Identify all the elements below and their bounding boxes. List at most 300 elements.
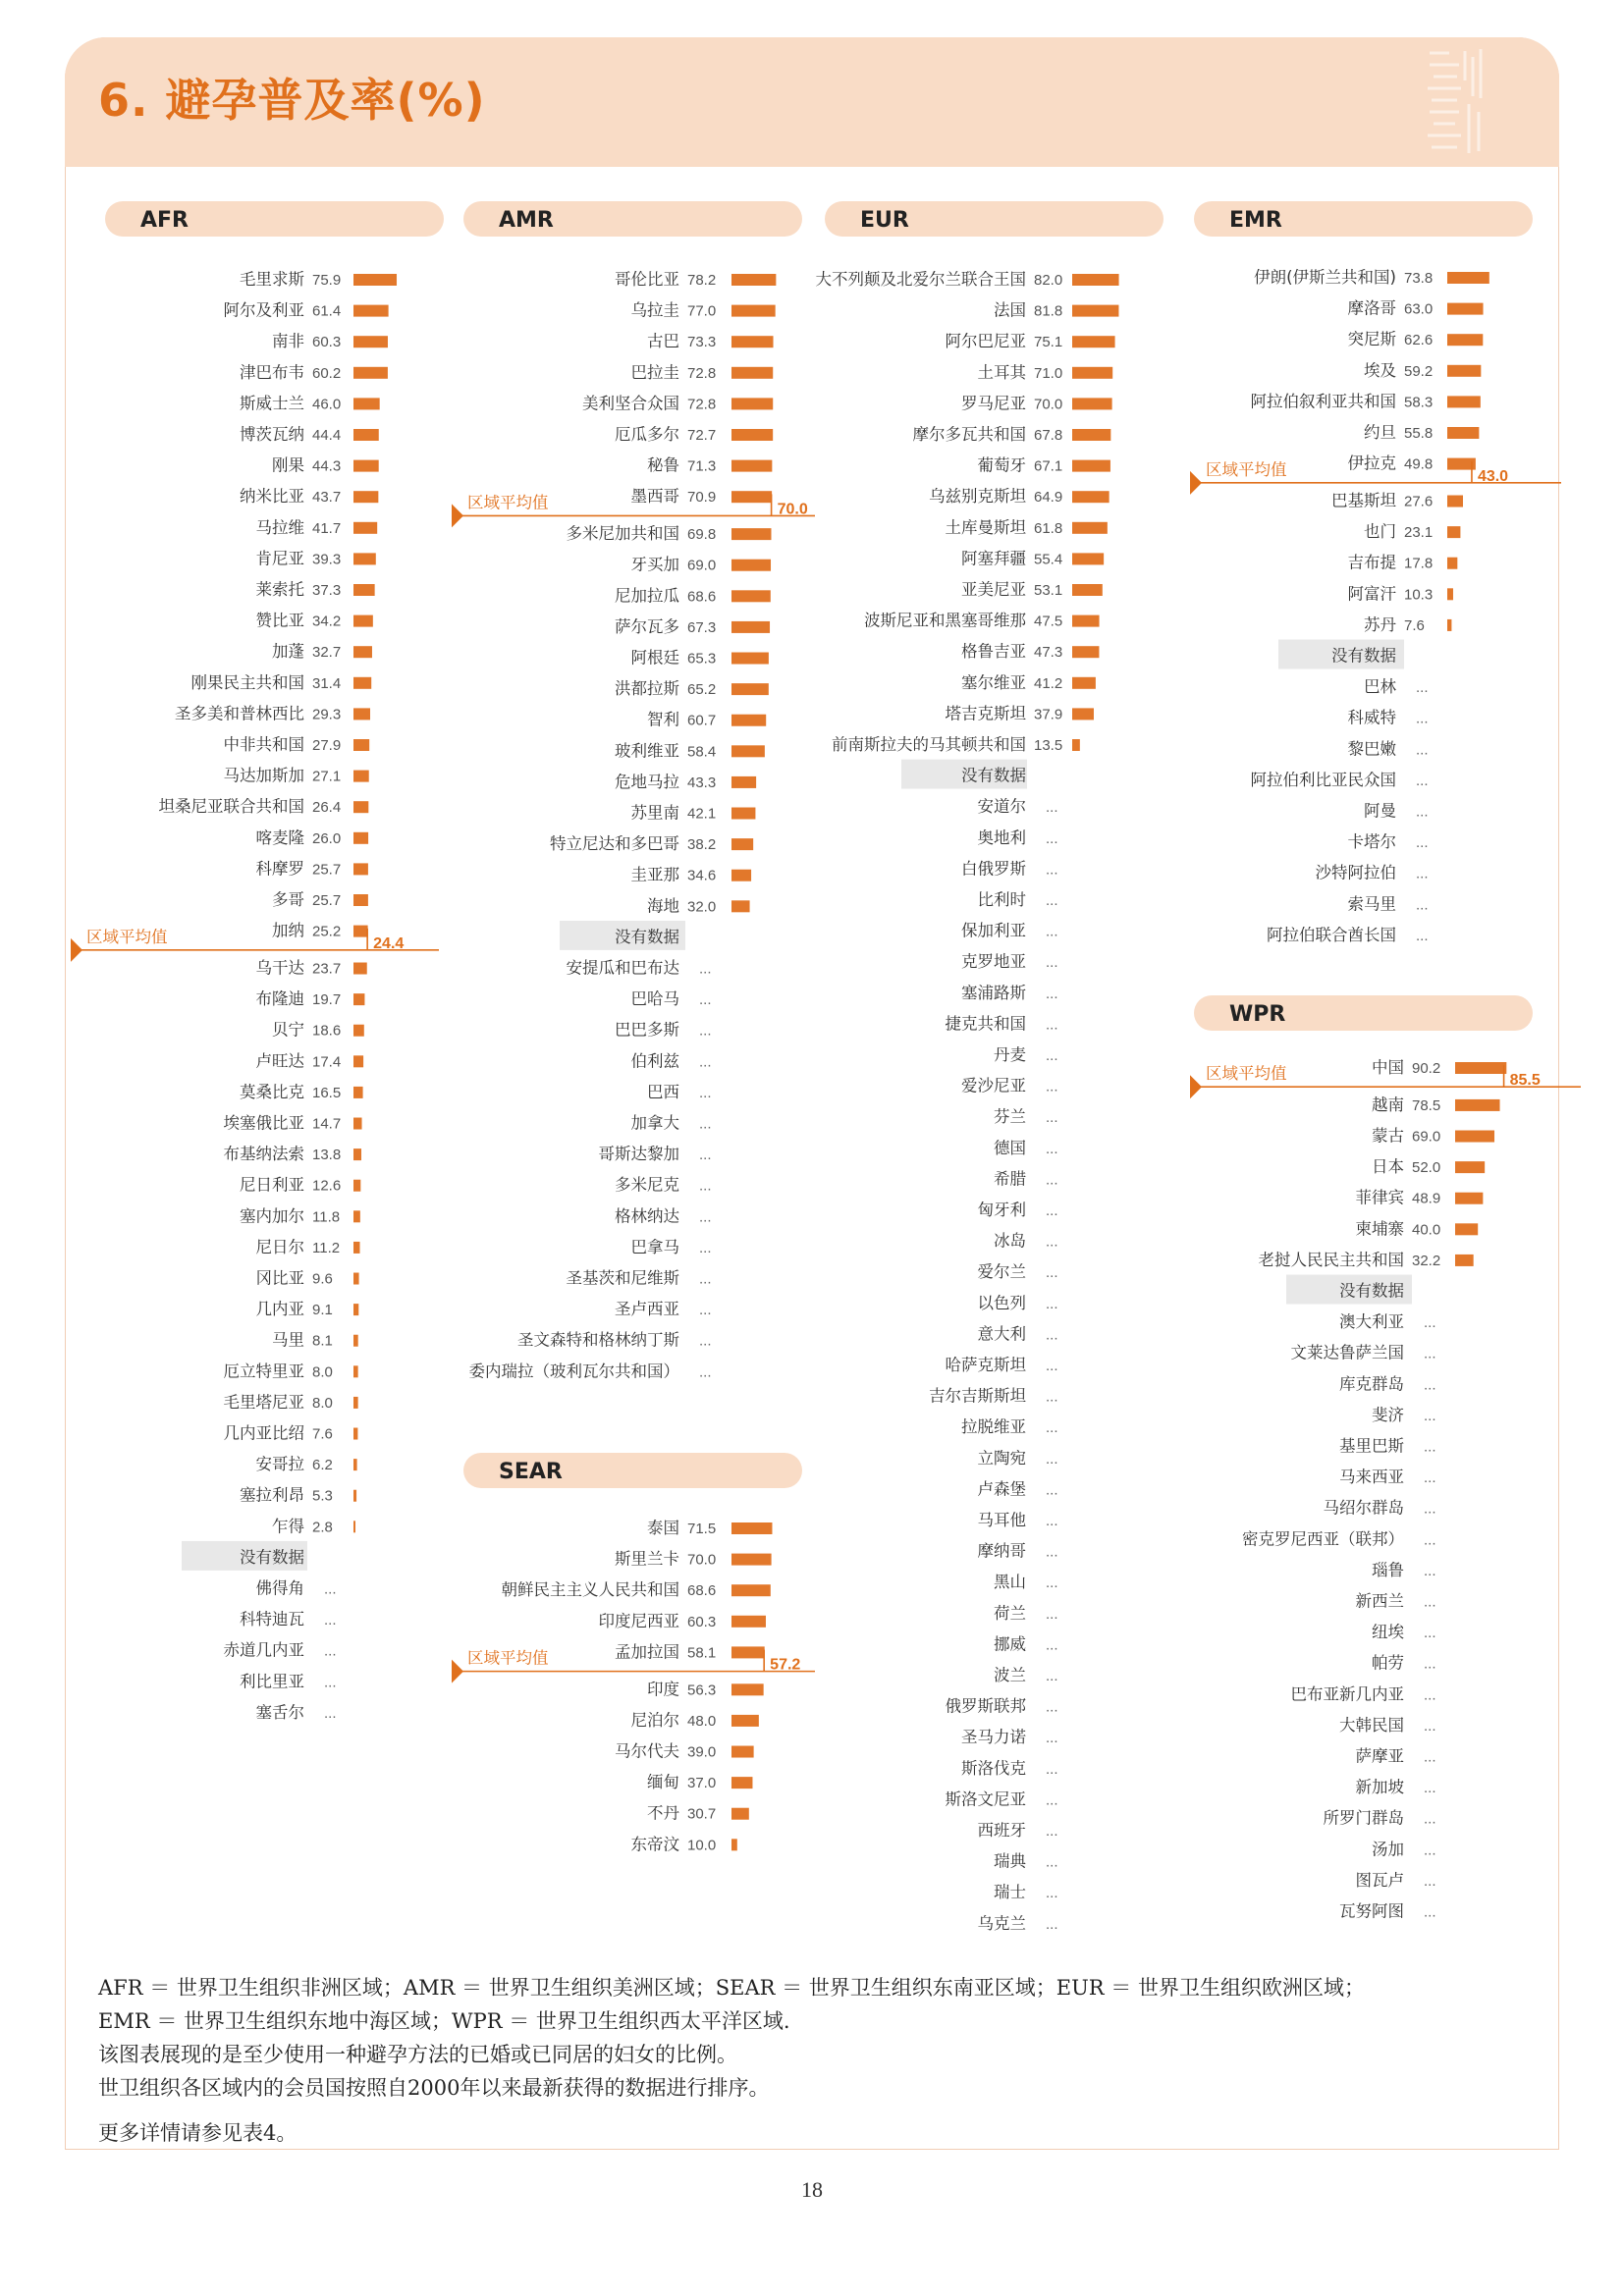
country-label: 图瓦卢 — [1355, 1870, 1404, 1890]
data-label: 60.3 — [312, 334, 342, 351]
bar — [731, 274, 776, 286]
bar — [353, 1335, 358, 1347]
no-data-value: ... — [1046, 954, 1058, 972]
country-label: 古巴 — [647, 332, 679, 351]
footnotes — [98, 1971, 1532, 2150]
bar — [1455, 1255, 1474, 1266]
data-label: 72.7 — [687, 427, 717, 444]
country-label: 塞拉利昂 — [240, 1485, 304, 1505]
country-label: 苏丹 — [1364, 614, 1396, 634]
no-data-value: ... — [1046, 1295, 1058, 1312]
data-label: 5.3 — [312, 1487, 333, 1505]
country-label: 黎巴嫩 — [1347, 739, 1396, 759]
country-label: 阿塞拜疆 — [961, 549, 1026, 568]
country-label: 菲律宾 — [1355, 1188, 1404, 1207]
data-label: 27.6 — [1404, 493, 1434, 510]
bar — [353, 963, 367, 975]
data-label: 63.0 — [1404, 300, 1434, 318]
no-data-value: ... — [1424, 1562, 1436, 1579]
country-label: 厄瓜多尔 — [615, 425, 679, 444]
bar — [731, 808, 755, 820]
country-label: 马绍尔群岛 — [1323, 1498, 1404, 1518]
country-label: 安道尔 — [977, 797, 1026, 817]
data-label: 67.8 — [1034, 427, 1063, 444]
country-label: 大韩民国 — [1339, 1715, 1404, 1735]
country-label: 尼泊尔 — [630, 1710, 679, 1730]
no-data-value: ... — [699, 1177, 712, 1195]
bar — [353, 429, 379, 441]
country-label: 克罗地亚 — [961, 952, 1026, 972]
country-label: 科摩罗 — [255, 859, 304, 879]
data-label: 14.7 — [312, 1115, 342, 1133]
country-label: 巴巴多斯 — [615, 1020, 679, 1040]
country-label: 捷克共和国 — [945, 1014, 1026, 1034]
bar — [1072, 305, 1118, 317]
data-label: 61.4 — [312, 302, 342, 320]
bar — [731, 429, 773, 441]
country-label: 瑞士 — [994, 1883, 1026, 1902]
data-label: 75.1 — [1034, 334, 1063, 351]
no-data-value: ... — [1046, 1078, 1058, 1095]
bar — [353, 367, 388, 379]
footnote-line: 世卫组织各区域内的会员国按照自2000年以来最新获得的数据进行排序。 — [98, 2076, 770, 2100]
country-label: 阿尔及利亚 — [223, 300, 304, 320]
bar — [1072, 367, 1112, 379]
bar — [731, 305, 776, 317]
page-number: 18 — [801, 2177, 823, 2202]
data-label: 34.2 — [312, 613, 342, 630]
no-data-value: ... — [1424, 1376, 1436, 1394]
bar — [1455, 1193, 1483, 1204]
page-title: 6. 避孕普及率(%) — [98, 74, 486, 127]
bar — [353, 1148, 361, 1160]
no-data-value: ... — [1046, 1791, 1058, 1809]
data-label: 27.1 — [312, 768, 342, 785]
bar — [353, 1459, 357, 1470]
no-data-value: ... — [1424, 1655, 1436, 1673]
no-data-value: ... — [1424, 1872, 1436, 1890]
data-label: 62.6 — [1404, 332, 1434, 349]
bar — [1072, 398, 1112, 409]
country-label: 加蓬 — [272, 642, 304, 662]
bar — [731, 528, 771, 540]
no-data-value: ... — [1046, 799, 1058, 817]
country-label: 多米尼克 — [615, 1175, 679, 1195]
bar — [731, 653, 769, 665]
country-label: 塞舌尔 — [255, 1702, 304, 1722]
country-label: 阿拉伯利比亚民众国 — [1250, 770, 1396, 789]
no-data-value: ... — [1046, 1760, 1058, 1778]
country-label: 不丹 — [647, 1803, 679, 1823]
country-label: 密克罗尼西亚（联邦） — [1242, 1529, 1404, 1549]
average-value: 85.5 — [1509, 1072, 1541, 1090]
data-label: 18.6 — [312, 1022, 342, 1040]
no-data-value: ... — [699, 1302, 712, 1319]
average-label: 区域平均值 — [467, 493, 549, 512]
no-data-label: 没有数据 — [961, 766, 1026, 785]
bar — [731, 560, 771, 571]
bar — [353, 832, 368, 844]
bar — [1455, 1099, 1500, 1111]
country-label: 也门 — [1364, 522, 1396, 542]
data-label: 77.0 — [687, 302, 717, 320]
no-data-label: 没有数据 — [1331, 646, 1396, 666]
data-label: 70.0 — [687, 1551, 717, 1569]
country-label: 瓦努阿图 — [1339, 1901, 1404, 1921]
country-label: 白俄罗斯 — [961, 859, 1026, 879]
country-label: 格鲁吉亚 — [961, 642, 1026, 662]
bar — [353, 771, 369, 782]
data-label: 7.6 — [1404, 616, 1425, 634]
no-data-label: 没有数据 — [615, 927, 679, 946]
no-data-value: ... — [1424, 1500, 1436, 1518]
country-label: 乌拉圭 — [630, 300, 679, 320]
country-label: 德国 — [994, 1138, 1026, 1157]
bar — [1447, 334, 1483, 346]
country-label: 前南斯拉夫的马其顿共和国 — [832, 735, 1026, 754]
country-label: 斐济 — [1372, 1405, 1404, 1424]
data-label: 31.4 — [312, 674, 342, 692]
no-data-value: ... — [699, 1270, 712, 1288]
average-value: 70.0 — [777, 501, 808, 518]
data-label: 17.8 — [1404, 555, 1434, 572]
no-data-value: ... — [699, 1363, 712, 1381]
data-label: 7.6 — [312, 1425, 333, 1443]
country-label: 加拿大 — [630, 1113, 679, 1133]
country-label: 毛里求斯 — [240, 270, 304, 289]
data-label: 32.7 — [312, 644, 342, 662]
country-label: 尼日尔 — [255, 1237, 304, 1256]
bar — [731, 1683, 764, 1695]
bar — [353, 1025, 364, 1037]
country-label: 波兰 — [994, 1666, 1026, 1684]
data-label: 16.5 — [312, 1084, 342, 1101]
no-data-value: ... — [324, 1642, 337, 1660]
no-data-value: ... — [699, 1147, 712, 1164]
country-label: 巴哈马 — [630, 989, 679, 1009]
country-label: 吉布提 — [1347, 553, 1396, 572]
bar — [731, 1616, 766, 1628]
no-data-value: ... — [1416, 896, 1429, 914]
no-data-value: ... — [1416, 679, 1429, 697]
no-data-value: ... — [1424, 1345, 1436, 1362]
bar — [731, 367, 773, 379]
bar — [1447, 526, 1460, 538]
no-data-value: ... — [699, 991, 712, 1009]
country-label: 俄罗斯联邦 — [945, 1696, 1026, 1716]
no-data-value: ... — [699, 1332, 712, 1350]
country-label: 斯威士兰 — [240, 394, 304, 413]
country-label: 乍得 — [272, 1517, 304, 1536]
no-data-value: ... — [1416, 772, 1429, 789]
country-label: 尼日利亚 — [240, 1175, 304, 1195]
country-label: 土库曼斯坦 — [945, 517, 1026, 537]
country-label: 大不列颠及北爱尔兰联合王国 — [815, 270, 1026, 289]
bar — [353, 677, 371, 689]
no-data-value: ... — [324, 1580, 337, 1598]
bar — [353, 522, 377, 534]
country-label: 尼加拉瓜 — [615, 586, 679, 606]
country-label: 美利坚合众国 — [582, 394, 679, 413]
bar — [1455, 1223, 1478, 1235]
country-label: 蒙古 — [1372, 1126, 1404, 1146]
country-label: 文莱达鲁萨兰国 — [1290, 1343, 1404, 1362]
no-data-value: ... — [1046, 1109, 1058, 1127]
bar — [1072, 336, 1115, 347]
country-label: 葡萄牙 — [977, 455, 1026, 475]
country-label: 澳大利亚 — [1339, 1312, 1404, 1332]
country-label: 所罗门群岛 — [1323, 1808, 1404, 1828]
data-label: 44.4 — [312, 427, 342, 444]
country-label: 孟加拉国 — [615, 1642, 679, 1662]
average-label: 区域平均值 — [1206, 1064, 1287, 1084]
bar — [353, 1210, 360, 1222]
data-label: 47.3 — [1034, 644, 1063, 662]
no-data-value: ... — [324, 1674, 337, 1691]
country-label: 瑞典 — [994, 1851, 1026, 1871]
no-data-value: ... — [324, 1612, 337, 1629]
no-data-value: ... — [1416, 710, 1429, 727]
country-label: 肯尼亚 — [255, 549, 304, 568]
region-title: EMR — [1229, 208, 1282, 233]
data-label: 11.8 — [312, 1208, 341, 1226]
country-label: 阿拉伯叙利亚共和国 — [1250, 392, 1396, 411]
country-label: 南非 — [272, 332, 304, 351]
data-label: 71.0 — [1034, 364, 1063, 382]
country-label: 卢旺达 — [255, 1051, 304, 1071]
country-label: 芬兰 — [994, 1107, 1026, 1127]
country-label: 哥伦比亚 — [615, 270, 679, 289]
bar — [1072, 274, 1119, 286]
country-label: 老挝人民民主共和国 — [1258, 1250, 1404, 1269]
bar — [1447, 427, 1479, 439]
data-label: 39.0 — [687, 1743, 717, 1761]
data-label: 10.0 — [687, 1837, 717, 1854]
bar — [1072, 429, 1110, 441]
footnote-line: EMR ＝ 世界卫生组织东地中海区域；WPR ＝ 世界卫生组织西太平洋区域. — [98, 2009, 790, 2033]
no-data-value: ... — [1046, 1419, 1058, 1437]
data-label: 82.0 — [1034, 272, 1063, 289]
data-label: 43.3 — [687, 774, 717, 791]
data-label: 8.0 — [312, 1394, 333, 1412]
data-label: 78.5 — [1412, 1096, 1441, 1114]
country-label: 挪威 — [994, 1634, 1026, 1654]
bar — [1447, 588, 1453, 600]
data-label: 8.1 — [312, 1332, 333, 1350]
no-data-value: ... — [1046, 1698, 1058, 1716]
country-label: 拉脱维亚 — [961, 1417, 1026, 1437]
bar — [353, 460, 379, 472]
bar — [353, 1304, 358, 1315]
bar — [1072, 460, 1110, 472]
no-data-value: ... — [1046, 1388, 1058, 1406]
bar — [1447, 396, 1481, 407]
data-label: 58.4 — [687, 743, 717, 761]
country-label: 汤加 — [1372, 1840, 1404, 1859]
country-label: 哈萨克斯坦 — [945, 1356, 1026, 1374]
data-label: 65.3 — [687, 650, 717, 667]
country-label: 伯利兹 — [630, 1051, 679, 1071]
no-data-value: ... — [1416, 803, 1429, 821]
no-data-value: ... — [1046, 1202, 1058, 1219]
no-data-value: ... — [1046, 1450, 1058, 1468]
no-data-value: ... — [699, 1084, 712, 1101]
data-label: 44.3 — [312, 457, 342, 475]
bar — [1447, 365, 1481, 377]
data-label: 52.0 — [1412, 1159, 1441, 1177]
data-label: 37.0 — [687, 1775, 717, 1792]
country-label: 乌兹别克斯坦 — [929, 487, 1026, 507]
data-label: 55.8 — [1404, 425, 1434, 442]
data-label: 47.5 — [1034, 613, 1063, 630]
bar — [731, 1522, 772, 1534]
country-label: 喀麦隆 — [255, 828, 304, 847]
country-label: 斯里兰卡 — [615, 1549, 679, 1569]
no-data-value: ... — [1416, 865, 1429, 882]
average-label: 区域平均值 — [467, 1648, 549, 1668]
data-label: 73.3 — [687, 334, 717, 351]
bar — [353, 1118, 362, 1130]
country-label: 马来西亚 — [1339, 1468, 1404, 1487]
no-data-value: ... — [1046, 1171, 1058, 1189]
bar — [731, 1839, 737, 1850]
country-label: 希腊 — [994, 1169, 1026, 1189]
data-label: 70.0 — [1034, 396, 1063, 413]
no-data-value: ... — [1424, 1314, 1436, 1332]
data-label: 69.0 — [687, 557, 717, 574]
country-label: 斯洛伐克 — [961, 1758, 1026, 1778]
country-label: 布基纳法索 — [223, 1145, 304, 1164]
country-label: 朝鲜民主主义人民共和国 — [501, 1580, 679, 1600]
average-value: 57.2 — [770, 1656, 801, 1674]
country-label: 泰国 — [647, 1519, 679, 1537]
bar — [353, 708, 370, 720]
country-label: 缅甸 — [647, 1773, 679, 1792]
no-data-value: ... — [1046, 1016, 1058, 1034]
no-data-value: ... — [1424, 1810, 1436, 1828]
bar — [353, 1365, 358, 1377]
data-label: 32.0 — [687, 898, 717, 916]
country-label: 突尼斯 — [1347, 330, 1396, 349]
country-label: 安哥拉 — [255, 1455, 304, 1474]
data-label: 65.2 — [687, 681, 717, 699]
country-label: 特立尼达和多巴哥 — [550, 834, 679, 854]
country-label: 阿富汗 — [1347, 584, 1396, 604]
country-label: 塞内加尔 — [240, 1206, 304, 1226]
bar — [353, 739, 369, 751]
country-label: 巴布亚新几内亚 — [1290, 1684, 1404, 1704]
country-label: 巴西 — [647, 1082, 679, 1101]
data-label: 23.7 — [312, 960, 342, 978]
region-title: SEAR — [499, 1460, 563, 1484]
data-label: 40.0 — [1412, 1221, 1441, 1239]
data-label: 49.8 — [1404, 455, 1434, 473]
country-label: 几内亚比绍 — [223, 1423, 304, 1443]
country-label: 中非共和国 — [223, 735, 304, 754]
data-label: 25.7 — [312, 892, 342, 909]
no-data-value: ... — [324, 1704, 337, 1722]
bar — [1072, 615, 1100, 627]
country-label: 佛得角 — [255, 1578, 304, 1598]
bar — [353, 336, 388, 347]
average-arrow-icon — [452, 1660, 463, 1683]
no-data-value: ... — [1046, 1636, 1058, 1654]
country-label: 圣多美和普林西比 — [175, 704, 304, 723]
country-label: 巴基斯坦 — [1331, 491, 1396, 510]
bar — [731, 776, 756, 788]
no-data-value: ... — [1046, 1605, 1058, 1623]
country-label: 埃及 — [1364, 360, 1396, 380]
bar — [1455, 1131, 1494, 1143]
country-label: 爱沙尼亚 — [961, 1076, 1026, 1095]
no-data-value: ... — [1046, 1140, 1058, 1157]
bar — [1447, 619, 1451, 631]
country-label: 厄立特里亚 — [223, 1362, 304, 1381]
country-label: 玻利维亚 — [615, 741, 679, 761]
country-label: 瑙鲁 — [1372, 1560, 1404, 1579]
bar — [731, 838, 753, 850]
bar — [353, 398, 380, 409]
data-label: 41.7 — [312, 519, 342, 537]
data-label: 37.3 — [312, 582, 342, 599]
data-label: 67.3 — [687, 618, 717, 636]
no-data-value: ... — [1046, 1264, 1058, 1282]
data-label: 29.3 — [312, 706, 342, 723]
bar — [731, 1777, 752, 1789]
no-data-value: ... — [1046, 1481, 1058, 1499]
region-title: AMR — [499, 208, 554, 233]
data-label: 67.1 — [1034, 457, 1063, 475]
average-value: 43.0 — [1477, 467, 1509, 485]
country-label: 洪都拉斯 — [615, 679, 679, 699]
country-label: 加纳 — [272, 921, 304, 940]
country-label: 塞浦路斯 — [961, 983, 1026, 1002]
bar — [1072, 739, 1080, 751]
country-label: 摩洛哥 — [1347, 298, 1396, 318]
country-label: 塞尔维亚 — [961, 672, 1026, 692]
bar — [353, 926, 368, 937]
data-label: 72.8 — [687, 364, 717, 382]
data-label: 25.2 — [312, 923, 342, 940]
country-label: 莫桑比克 — [240, 1082, 304, 1101]
country-label: 柬埔寨 — [1355, 1219, 1404, 1239]
country-label: 荷兰 — [994, 1603, 1026, 1623]
data-label: 70.9 — [687, 489, 717, 507]
country-label: 基里巴斯 — [1339, 1436, 1404, 1456]
bar — [353, 646, 372, 658]
bar — [731, 870, 751, 881]
data-label: 53.1 — [1034, 582, 1063, 599]
data-label: 11.2 — [312, 1239, 341, 1256]
no-data-value: ... — [1046, 1358, 1058, 1374]
no-data-value: ... — [1424, 1842, 1436, 1859]
country-label: 马达加斯加 — [223, 766, 304, 785]
data-label: 55.4 — [1034, 551, 1063, 568]
country-label: 冈比亚 — [255, 1268, 304, 1288]
country-label: 法国 — [994, 300, 1026, 320]
no-data-value: ... — [1046, 829, 1058, 847]
no-data-value: ... — [1046, 1668, 1058, 1684]
average-arrow-icon — [452, 504, 463, 527]
country-label: 科威特 — [1347, 708, 1396, 727]
no-data-value: ... — [1046, 1575, 1058, 1592]
bar — [1072, 553, 1104, 564]
data-label: 69.0 — [1412, 1128, 1441, 1146]
data-label: 73.8 — [1404, 270, 1434, 287]
country-label: 帕劳 — [1372, 1653, 1404, 1673]
data-label: 10.3 — [1404, 586, 1434, 604]
country-label: 安提瓜和巴布达 — [566, 958, 679, 978]
